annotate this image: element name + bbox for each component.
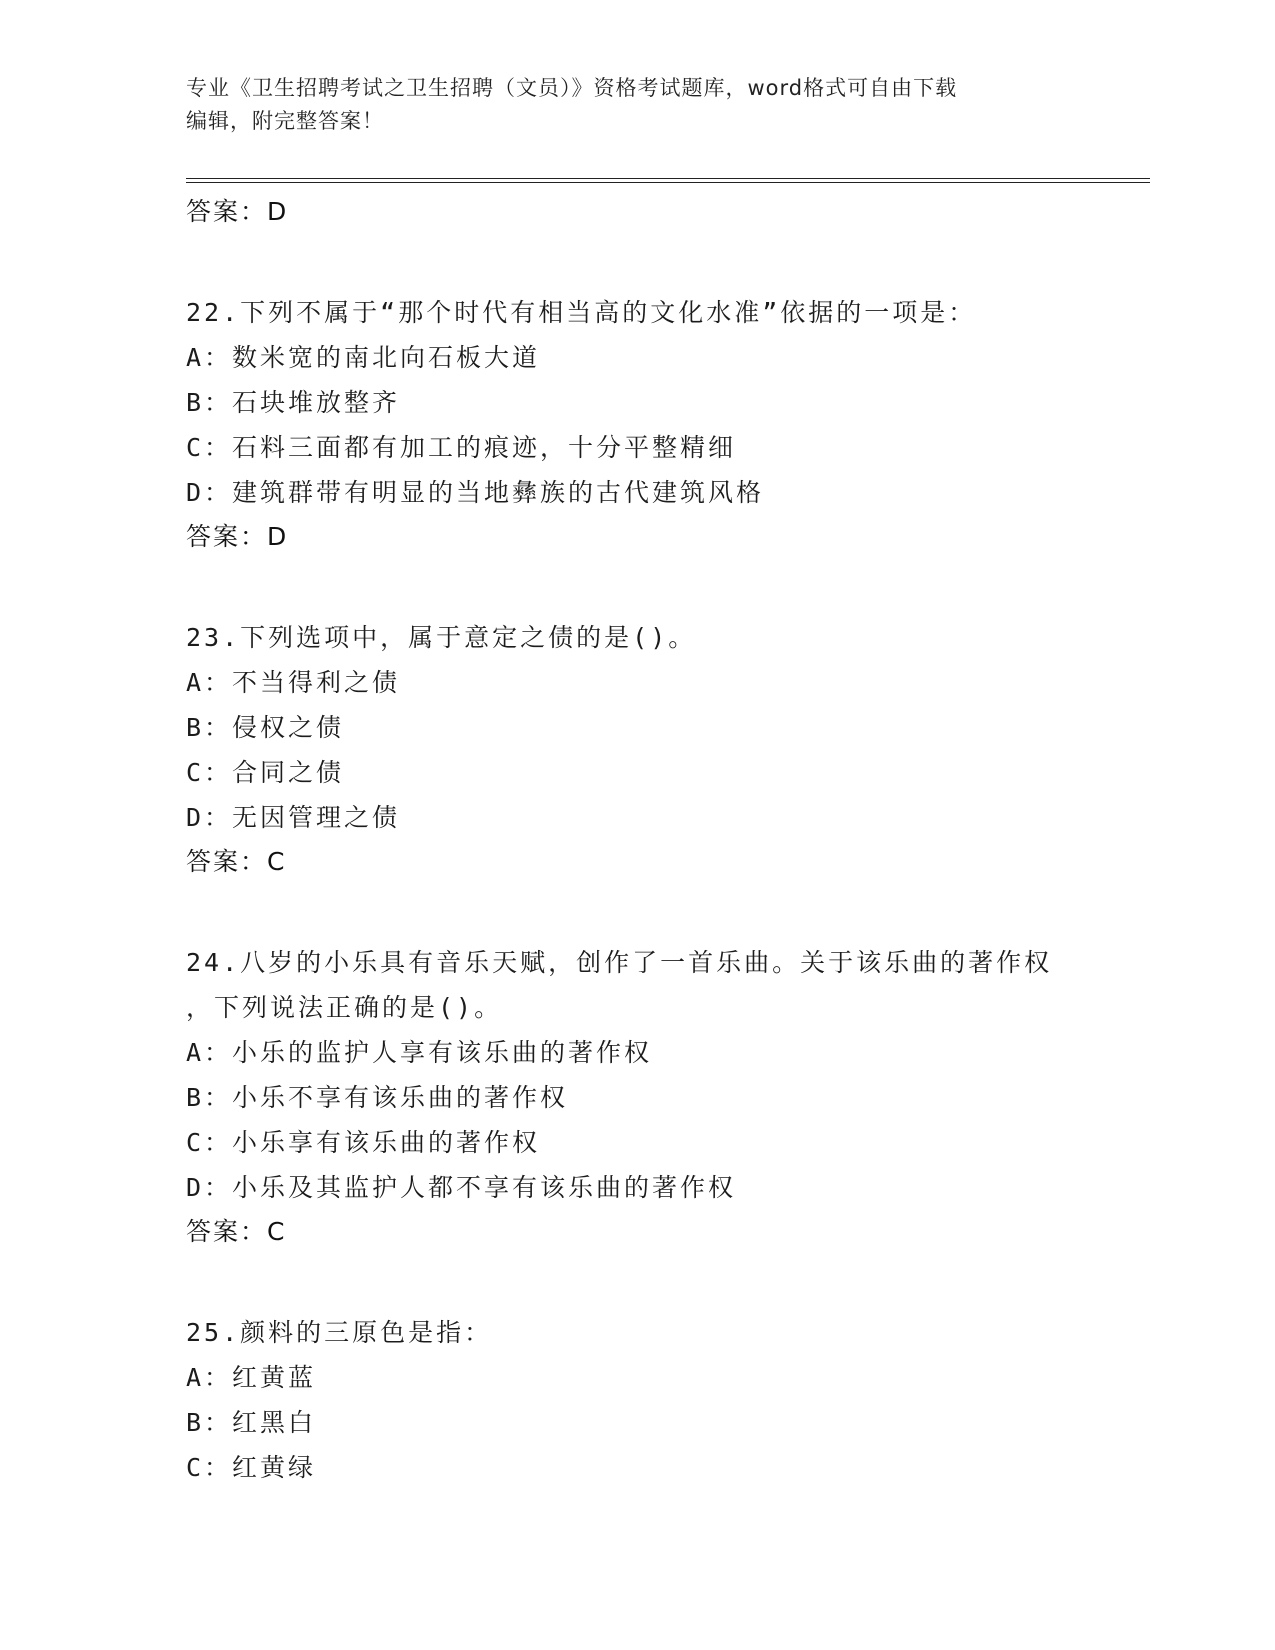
- question-24: [186, 940, 1146, 1254]
- question-25: [186, 1310, 1146, 1490]
- option-d: D：建筑群带有明显的当地彝族的古代建筑风格: [186, 478, 765, 507]
- question-text: 23.下列选项中，属于意定之债的是()。: [186, 623, 697, 652]
- header-rule-bottom: [186, 182, 1150, 183]
- answer-line: 答案：D: [186, 522, 289, 551]
- question-23: [186, 615, 1146, 884]
- question-text: 22.下列不属于“那个时代有相当高的文化水准”依据的一项是：: [186, 298, 977, 327]
- document-header: [186, 72, 1066, 138]
- option-a: A：不当得利之债: [186, 668, 401, 697]
- option-a: A：小乐的监护人享有该乐曲的著作权: [186, 1038, 653, 1067]
- option-d: D：无因管理之债: [186, 803, 401, 832]
- option-b: B：小乐不享有该乐曲的著作权: [186, 1083, 569, 1112]
- header-rule-top: [186, 178, 1150, 179]
- option-a: A：红黄蓝: [186, 1363, 317, 1392]
- option-b: B：侵权之债: [186, 713, 345, 742]
- option-c: C：小乐享有该乐曲的著作权: [186, 1128, 541, 1157]
- question-text: 24.八岁的小乐具有音乐天赋，创作了一首乐曲。关于该乐曲的著作权: [186, 948, 1053, 977]
- question-list: [186, 190, 1146, 1490]
- option-b: B：石块堆放整齐: [186, 388, 401, 417]
- question-22: [186, 290, 1146, 559]
- option-c: C：石料三面都有加工的痕迹，十分平整精细: [186, 433, 737, 462]
- header-line-2: 编辑，附完整答案！: [186, 109, 384, 133]
- answer-line: 答案：C: [186, 1217, 287, 1246]
- option-a: A：数米宽的南北向石板大道: [186, 343, 541, 372]
- option-b: B：红黑白: [186, 1408, 317, 1437]
- option-c: C：红黄绿: [186, 1453, 317, 1482]
- answer-line: 答案：C: [186, 847, 287, 876]
- option-d: D：小乐及其监护人都不享有该乐曲的著作权: [186, 1173, 737, 1202]
- header-line-1: 专业《卫生招聘考试之卫生招聘（文员）》资格考试题库，word格式可自由下载: [186, 76, 958, 100]
- answer-line: 答案：D: [186, 197, 289, 226]
- question-text-continued: ，下列说法正确的是()。: [186, 993, 503, 1022]
- question-text: 25.颜料的三原色是指：: [186, 1318, 493, 1347]
- option-c: C：合同之债: [186, 758, 345, 787]
